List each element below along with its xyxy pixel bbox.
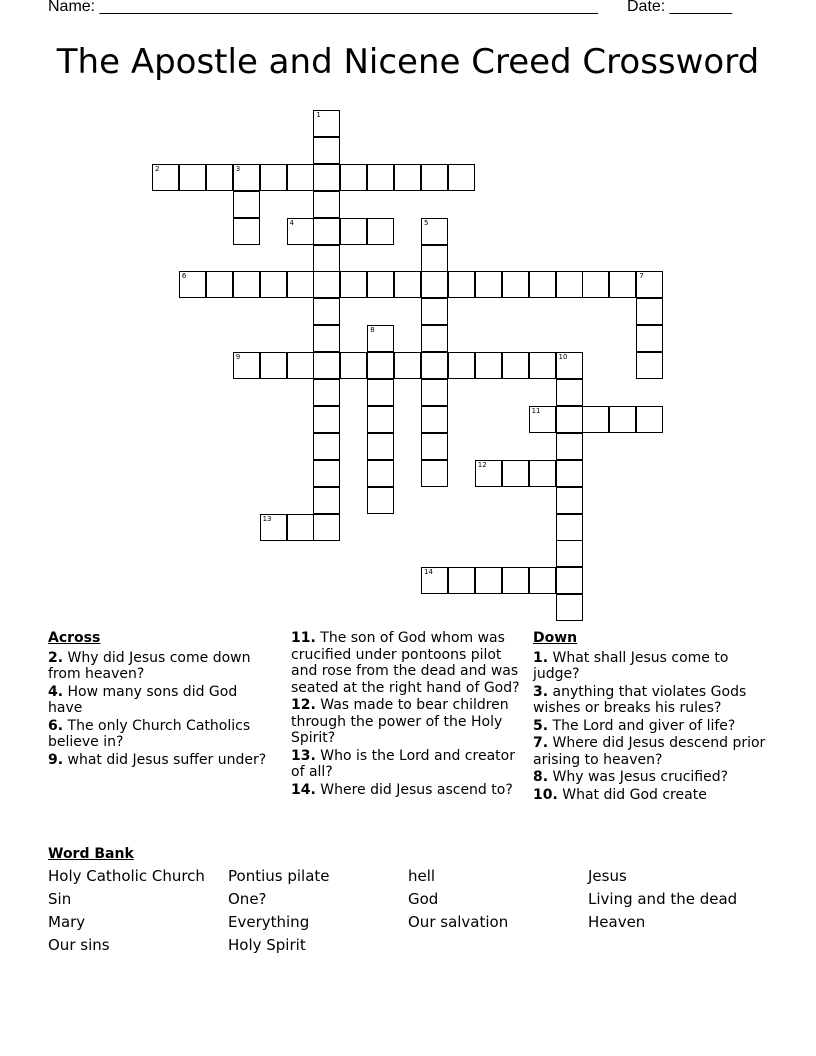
- grid-cell[interactable]: [556, 379, 583, 406]
- grid-cell[interactable]: [636, 271, 663, 298]
- grid-cell[interactable]: [502, 460, 529, 487]
- grid-cell[interactable]: [448, 271, 475, 298]
- grid-cell[interactable]: [636, 325, 663, 352]
- cell-number: 14: [424, 568, 433, 577]
- grid-cell[interactable]: [287, 271, 314, 298]
- grid-cell[interactable]: [448, 352, 475, 379]
- grid-cell[interactable]: [475, 460, 502, 487]
- grid-cell[interactable]: [556, 540, 583, 567]
- grid-cell[interactable]: [313, 271, 340, 298]
- grid-cell[interactable]: [636, 352, 663, 379]
- word-bank: [48, 846, 768, 955]
- grid-cell[interactable]: [502, 352, 529, 379]
- cell-number: 9: [235, 353, 241, 362]
- grid-cell[interactable]: [179, 271, 206, 298]
- grid-cell[interactable]: [233, 352, 260, 379]
- grid-cell[interactable]: [367, 271, 394, 298]
- grid-cell[interactable]: [206, 271, 233, 298]
- date-field-label: Date: _______: [627, 0, 732, 15]
- across-clues-column-continued: [291, 630, 527, 799]
- clue-across-12: 12. Was made to bear children through the power of the Holy Spirit?: [291, 697, 509, 746]
- grid-cell[interactable]: [260, 271, 287, 298]
- word-bank-item: Heaven: [588, 913, 646, 931]
- grid-cell[interactable]: [287, 164, 314, 191]
- grid-cell[interactable]: [313, 218, 340, 245]
- clue-down-1: 1. What shall Jesus come to judge?: [533, 649, 729, 682]
- word-bank-item: God: [408, 890, 439, 908]
- cell-number: 8: [370, 326, 375, 335]
- grid-cell[interactable]: [448, 164, 475, 191]
- page-title: The Apostle and Nicene Creed Crossword: [56, 42, 760, 82]
- clue-across-13: 13. Who is the Lord and creator of all?: [291, 747, 515, 780]
- cell-number: 12: [477, 460, 487, 469]
- grid-cell[interactable]: [179, 164, 206, 191]
- word-bank-item: hell: [408, 867, 436, 885]
- word-bank-item: Jesus: [588, 867, 627, 885]
- word-bank-item: Mary: [48, 913, 86, 931]
- grid-cell[interactable]: [556, 514, 583, 541]
- grid-cell[interactable]: [609, 406, 636, 433]
- grid-cell[interactable]: [313, 245, 340, 272]
- grid-cell[interactable]: [556, 594, 583, 621]
- grid-cell[interactable]: [636, 298, 663, 325]
- grid-cell[interactable]: [582, 271, 609, 298]
- grid-cell[interactable]: [313, 433, 340, 460]
- grid-cell[interactable]: [313, 164, 340, 191]
- grid-cell[interactable]: [475, 567, 502, 594]
- cell-number: 11: [531, 406, 541, 415]
- name-field-label: Name: ________________________________________________________: [48, 0, 598, 15]
- grid-cell[interactable]: [421, 567, 448, 594]
- grid-cell[interactable]: [421, 271, 448, 298]
- grid-cell[interactable]: [475, 352, 502, 379]
- grid-cell[interactable]: [367, 487, 394, 514]
- grid-cell[interactable]: [367, 218, 394, 245]
- grid-cell[interactable]: [502, 271, 529, 298]
- grid-cell[interactable]: [313, 379, 340, 406]
- word-bank-item: Our sins: [48, 936, 110, 954]
- grid-cell[interactable]: [287, 514, 314, 541]
- clue-down-10: 10. What did God create: [533, 786, 707, 803]
- cell-number: 13: [262, 514, 272, 523]
- grid-cell[interactable]: [421, 352, 448, 379]
- grid-cell[interactable]: [421, 298, 448, 325]
- grid-cell[interactable]: [529, 352, 556, 379]
- clue-across-9: 9. what did Jesus suffer under?: [48, 751, 267, 768]
- grid-cell[interactable]: [367, 379, 394, 406]
- word-bank-item: Everything: [228, 913, 310, 931]
- grid-cell[interactable]: [340, 352, 367, 379]
- grid-cell[interactable]: [313, 110, 340, 137]
- grid-cell[interactable]: [260, 514, 287, 541]
- grid-cell[interactable]: [313, 352, 340, 379]
- cell-number: 7: [639, 272, 644, 281]
- grid-cell[interactable]: [582, 406, 609, 433]
- grid-cell[interactable]: [421, 460, 448, 487]
- clue-across-2: 2. Why did Jesus come down from heaven?: [48, 649, 251, 682]
- grid-cell[interactable]: [421, 406, 448, 433]
- grid-cell[interactable]: [340, 164, 367, 191]
- word-bank-item: Pontius pilate: [228, 867, 330, 885]
- clue-down-7: 7. Where did Jesus descend prior arising to heaven?: [533, 735, 766, 768]
- grid-cell[interactable]: [313, 137, 340, 164]
- grid-cell[interactable]: [394, 271, 421, 298]
- grid-cell[interactable]: [529, 567, 556, 594]
- down-heading: Down: [533, 630, 578, 646]
- word-bank-item: Sin: [48, 890, 72, 908]
- clue-down-3: 3. anything that violates Gods wishes or breaks his rules?: [533, 683, 747, 716]
- grid-cell[interactable]: [556, 433, 583, 460]
- grid-cell[interactable]: [233, 218, 260, 245]
- clue-across-4: 4. How many sons did God have: [48, 683, 238, 716]
- grid-cell[interactable]: [556, 567, 583, 594]
- grid-cell[interactable]: [313, 514, 340, 541]
- word-bank-item: Our salvation: [408, 913, 509, 931]
- grid-cell[interactable]: [367, 433, 394, 460]
- across-heading: Across: [48, 630, 101, 646]
- cell-number: 5: [424, 218, 429, 227]
- grid-cell[interactable]: [340, 271, 367, 298]
- grid-cell[interactable]: [394, 164, 421, 191]
- grid-cell[interactable]: [556, 352, 583, 379]
- grid-cell[interactable]: [260, 164, 287, 191]
- cell-number: 3: [235, 164, 241, 173]
- down-clues-column: [533, 630, 773, 804]
- grid-cell[interactable]: [556, 271, 583, 298]
- grid-cell[interactable]: [421, 325, 448, 352]
- grid-cell[interactable]: [421, 218, 448, 245]
- grid-cell[interactable]: [313, 406, 340, 433]
- grid-cell[interactable]: [502, 567, 529, 594]
- grid-cell[interactable]: [421, 164, 448, 191]
- grid-cell[interactable]: [529, 406, 556, 433]
- clue-across-6: 6. The only Church Catholics believe in?: [48, 717, 251, 750]
- clue-down-5: 5. The Lord and giver of life?: [533, 717, 736, 734]
- word-bank-item: Holy Catholic Church: [48, 867, 205, 885]
- grid-cell[interactable]: [609, 271, 636, 298]
- grid-cell[interactable]: [367, 460, 394, 487]
- grid-cell[interactable]: [206, 164, 233, 191]
- grid-cell[interactable]: [394, 352, 421, 379]
- cell-number: 4: [289, 218, 294, 227]
- grid-cell[interactable]: [421, 433, 448, 460]
- cell-number: 1: [316, 111, 321, 119]
- word-bank-heading: Word Bank: [48, 846, 134, 862]
- grid-cell[interactable]: [313, 191, 340, 218]
- cell-number: 6: [181, 272, 187, 281]
- grid-cell[interactable]: [556, 487, 583, 514]
- grid-cell[interactable]: [556, 406, 583, 433]
- grid-cell[interactable]: [475, 271, 502, 298]
- clue-across-14: 14. Where did Jesus ascend to?: [291, 781, 513, 798]
- clue-across-11: 11. The son of God whom was crucified under pontoons pilot and rose from the dead and was seated at the right hand of God?: [291, 630, 520, 696]
- grid-cell[interactable]: [367, 352, 394, 379]
- across-clues-column: [48, 630, 276, 769]
- grid-cell[interactable]: [448, 567, 475, 594]
- word-bank-item: Holy Spirit: [228, 936, 306, 954]
- grid-cell[interactable]: [233, 271, 260, 298]
- grid-cell[interactable]: [529, 460, 556, 487]
- grid-cell[interactable]: [152, 164, 179, 191]
- grid-cell[interactable]: [233, 164, 260, 191]
- cell-number: 10: [558, 353, 568, 362]
- grid-cell[interactable]: [287, 352, 314, 379]
- word-bank-item: Living and the dead: [588, 890, 738, 908]
- cell-number: 2: [155, 164, 160, 173]
- grid-cell[interactable]: [367, 164, 394, 191]
- grid-cell[interactable]: [421, 379, 448, 406]
- grid-cell[interactable]: [313, 487, 340, 514]
- grid-cell[interactable]: [313, 325, 340, 352]
- grid-cell[interactable]: [260, 352, 287, 379]
- grid-cell[interactable]: [367, 325, 394, 352]
- grid-cell[interactable]: [287, 218, 314, 245]
- grid-cell[interactable]: [340, 218, 367, 245]
- grid-cell[interactable]: [233, 191, 260, 218]
- word-bank-list: [48, 866, 768, 955]
- grid-cell[interactable]: [313, 298, 340, 325]
- grid-cell[interactable]: [556, 460, 583, 487]
- grid-cell[interactable]: [529, 271, 556, 298]
- word-bank-item: One?: [228, 890, 267, 908]
- grid-cell[interactable]: [421, 245, 448, 272]
- grid-cell[interactable]: [313, 460, 340, 487]
- clue-down-8: 8. Why was Jesus crucified?: [533, 769, 729, 785]
- grid-cell[interactable]: [636, 406, 663, 433]
- grid-cell[interactable]: [367, 406, 394, 433]
